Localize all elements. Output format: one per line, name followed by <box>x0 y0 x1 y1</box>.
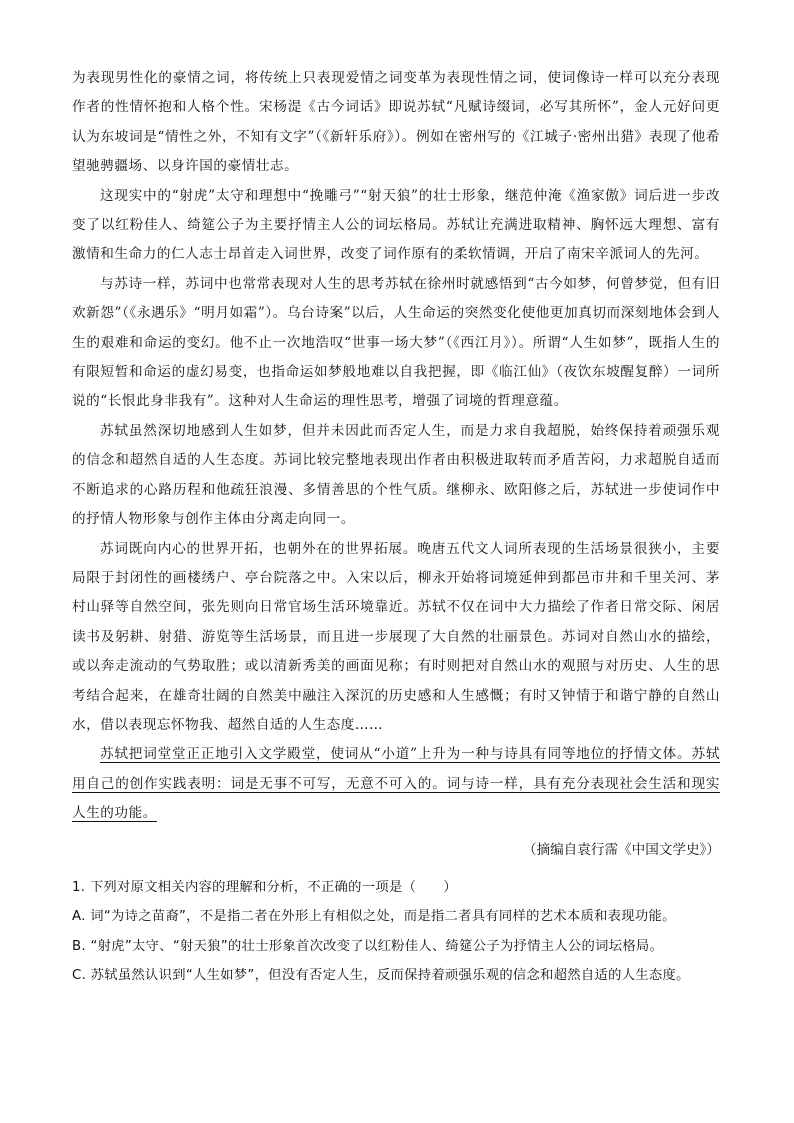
source-citation: （摘编自袁行霈《中国文学史》） <box>522 841 720 858</box>
paragraph-2: 这现实中的“射虎”太守和理想中“挽雕弓”“射天狼”的壮士形象，继范仲淹《渔家傲》词后进一步改变了以红粉佳人、绮筵公子为主要抒情主人公的词坛格局。苏轼让充满进取精神、胸怀远大理想、富有激情和生命力的仁人志士昂首走入词世界，改变了词作原有的柔软情调，开启了南宋辛派词人的先河。 <box>72 187 720 263</box>
option-c: C. 苏轼虽然认识到“人生如梦”，但没有否定人生，反而保持着顽强乐观的信念和超然自适的人生态度。 <box>72 968 690 984</box>
question-stem: 1. 下列对原文相关内容的理解和分析，不正确的一项是（ ） <box>72 879 457 895</box>
underlined-text: 苏轼把词堂堂正正地引入文学殿堂，使词从“小道”上升为一种与诗具有同等地位的抒情文体。苏轼用自己的创作实践表明：词是无事不可写，无意不可入的。词与诗一样，具有充分表现社会生活和现实人生的功能。 <box>72 746 720 822</box>
article-body <box>72 64 720 991</box>
paragraph-4: 苏轼虽然深切地感到人生如梦，但并未因此而否定人生，而是力求自我超脱，始终保持着顽强乐观的信念和超然自适的人生态度。苏词比较完整地表现出作者由积极进取转而矛盾苦闷，力求超脱自适而不断追求的心路历程和他疏狂浪漫、多情善思的个性气质。继柳永、欧阳修之后，苏轼进一步使词作中的抒情人物形象与创作主体由分离走向同一。 <box>72 422 720 528</box>
option-b: B. “射虎”太守、“射天狼”的壮士形象首次改变了以红粉佳人、绮筵公子为抒情主人公的词坛格局。 <box>72 938 664 954</box>
paragraph-5: 苏词既向内心的世界开拓，也朝外在的世界拓展。晚唐五代文人词所表现的生活场景很狭小，主要局限于封闭性的画楼绣户、亭台院落之中。入宋以后，柳永开始将词境延伸到都邑市井和千里关河、茅村山驿等自然空间，张先则向日常官场生活环境靠近。苏轼不仅在词中大力描绘了作者日常交际、闲居读书及躬耕、射猎、游览等生活场景，而且进一步展现了大自然的壮丽景色。苏词对自然山水的描绘，或以奔走流动的气势取胜；或以清新秀美的画面见称；有时则把对自然山水的观照与对历史、人生的思考结合起来，在雄奇壮阔的自然美中融注入深沉的历史感和人生感慨；有时又钟情于和谐宁静的自然山水，借以表现忘怀物我、超然自适的人生态度…… <box>72 540 720 733</box>
paragraph-6-underlined <box>72 740 720 828</box>
paragraph-3: 与苏诗一样，苏词中也常常表现对人生的思考苏轼在徐州时就感悟到“古今如梦，何曾梦觉，但有旧欢新怨”（《永遇乐》“明月如霜”）。乌台诗案”以后，人生命运的突然变化使他更加真切而深刻地体会到人生的艰难和命运的变幻。他不止一次地浩叹“世事一场大梦”（《西江月》）。所谓“人生如梦”，既指人生的有限短暂和命运的虚幻易变，也指命运如梦般地难以自我把握，即《临江仙》（夜饮东坡醒复醉）一词所说的“长恨此身非我有”。这种对人生命运的理性思考，增强了词境的哲理意蕴。 <box>72 275 720 410</box>
question-block <box>72 873 720 991</box>
option-a: A. 词“为诗之苗裔”，不是指二者在外形上有相似之处，而是指二者具有同样的艺术本质和表现功能。 <box>72 909 676 925</box>
paragraph-1: 为表现男性化的豪情之词，将传统上只表现爱情之词变革为表现性情之词，使词像诗一样可以充分表现作者的性情怀抱和人格个性。宋杨湜《古今词话》即说苏轼“凡赋诗缀词，必写其所怀”，金人元好问更认为东坡词是“情性之外，不知有文字”（《新轩乐府》）。例如在密州写的《江城子·密州出猎》表现了他希望驰骋疆场、以身许国的豪情壮志。 <box>72 70 720 175</box>
